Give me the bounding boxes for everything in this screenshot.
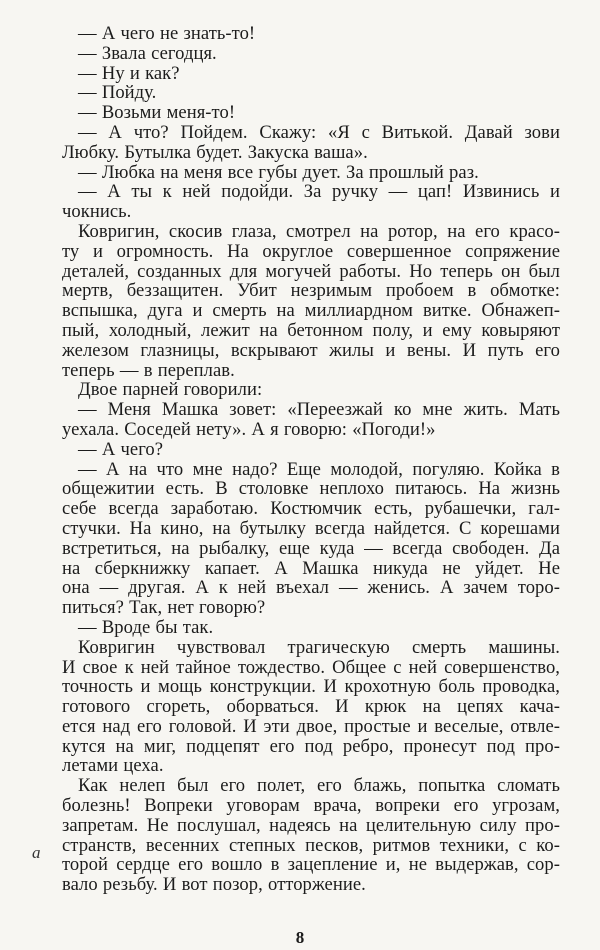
page-text: [62, 24, 560, 895]
text-line: Любку. Бутылка будет. Закуска ваша».: [62, 141, 368, 163]
text-line: встретиться, на рыбалку, еще куда — всегда свободен. Да: [62, 537, 560, 559]
text-line: теперь — в переплав.: [62, 359, 235, 381]
text-line: Ковригин, скосив глаза, смотрел на ротор, на его красо-: [78, 220, 560, 242]
text-line: ту и огромность. На округлое совершенное сопряжение: [62, 240, 560, 262]
text-line: болезнь! Вопреки уговорам врача, вопреки его угрозам,: [62, 795, 560, 817]
text-line: — Вроде бы так.: [78, 616, 214, 638]
text-line: общежитии есть. В столовке неплохо питаюсь. На жизнь: [62, 478, 560, 500]
text-line: странств, весенних степных песков, ритмов техники, с ко-: [62, 834, 560, 856]
text-line: запретам. Не послушал, надеясь на целительную силу про-: [62, 814, 560, 836]
text-line: вспышка, дуга и смерть на миллиардном витке. Обнажеп-: [62, 300, 560, 322]
text-line: — Ну и как?: [78, 62, 180, 84]
text-line: стучки. На кино, на бутылку всегда найдется. С корешами: [62, 517, 560, 539]
text-line: питься? Так, нет говорю?: [62, 597, 266, 619]
page-number: 8: [295, 928, 305, 947]
text-line: себе всегда заработаю. Костюмчик есть, рубашечки, гал-: [62, 498, 560, 520]
text-line: она — другая. А к ней въехал — женись. А зачем торо-: [62, 577, 560, 599]
text-line: кутся на миг, подцепят его под ребро, пронесут под про-: [62, 735, 560, 757]
text-line: — А чего?: [78, 438, 164, 460]
text-line: готового сгореть, оборваться. И крюк на цепях кача-: [62, 696, 560, 718]
text-line: торой сердце его вошло в зацепление и, не выдержав, сор-: [62, 854, 560, 876]
text-line: — А что? Пойдем. Скажу: «Я с Витькой. Давай зови: [78, 121, 560, 143]
text-line: — Меня Машка зовет: «Переезжай ко мне жить. Мать: [78, 399, 560, 421]
text-line: ется над его головой. И эти двое, простые и веселые, отвле-: [62, 715, 560, 737]
text-line: железом глазницы, вскрывают жилы и вены. И путь его: [62, 339, 560, 361]
text-line: чокнись.: [62, 201, 132, 223]
text-line: точность и мощь конструкции. И крохотную боль проводка,: [62, 676, 560, 698]
text-line: вало резьбу. И вот позор, отторжение.: [62, 874, 366, 896]
margin-mark: а: [32, 843, 41, 862]
text-line: на сберкнижку капает. А Машка никуда не уйдет. Не: [62, 557, 560, 579]
text-line: мертв, беззащитен. Убит незримым пробоем в обмотке:: [62, 280, 560, 302]
text-line: пый, холодный, лежит на бетонном полу, и ему ковыряют: [62, 319, 560, 341]
text-line: — Возьми меня-то!: [78, 102, 236, 124]
book-page: [62, 24, 560, 895]
text-line: — А ты к ней подойди. За ручку — цап! Извинись и: [78, 181, 560, 203]
text-line: деталей, созданных для могучей работы. Но теперь он был: [62, 260, 560, 282]
text-line: Ковригин чувствовал трагическую смерть машины.: [78, 636, 560, 658]
text-line: летами цеха.: [62, 755, 164, 777]
text-line: — А на что мне надо? Еще молодой, погуляю. Койка в: [78, 458, 560, 480]
text-line: И свое к ней тайное тождество. Общее с ней совершенство,: [62, 656, 560, 678]
text-line: — Любка на меня все губы дует. За прошлый раз.: [78, 161, 479, 183]
text-line: — А чего не знать-то!: [78, 23, 256, 44]
text-line: Двое парней говорили:: [78, 379, 263, 401]
text-line: — Звала сегодця.: [78, 42, 217, 64]
text-line: Как нелеп был его полет, его блажь, попытка сломать: [78, 775, 560, 797]
text-line: — Пойду.: [78, 82, 157, 104]
text-line: уехала. Соседей нету». А я говорю: «Погоди!»: [62, 418, 436, 440]
